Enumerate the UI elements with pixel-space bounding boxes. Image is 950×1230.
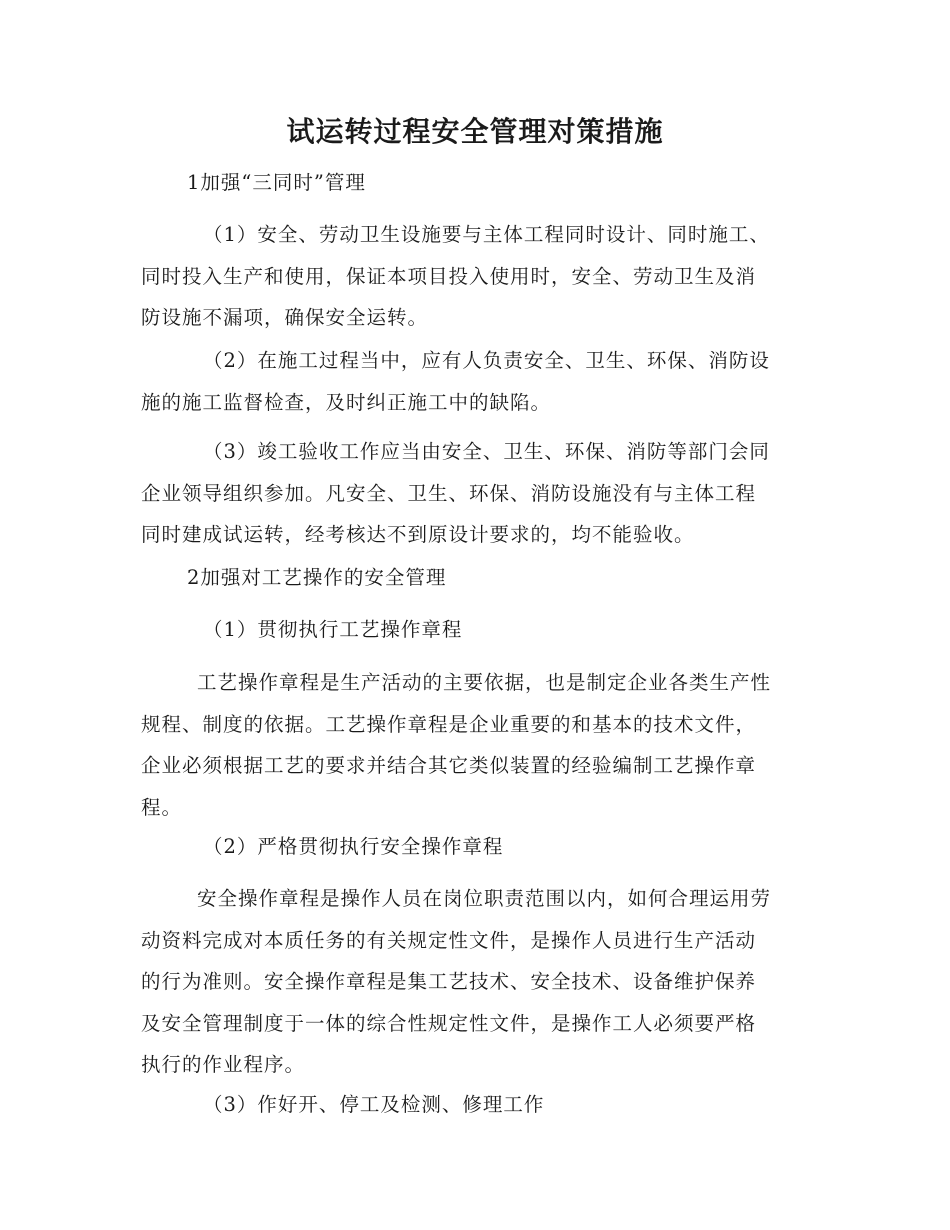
- subheading-text: （2）严格贯彻执行安全操作章程: [203, 835, 504, 858]
- section-1-heading: [141, 162, 809, 204]
- paragraph-2: [141, 340, 809, 423]
- subheading-text: （3）作好开、停工及检测、修理工作: [203, 1093, 545, 1116]
- paragraph-line: 执行的作业程序。: [141, 1053, 306, 1076]
- paragraph-line: 规程、制度的依据。工艺操作章程是企业重要的和基本的技术文件，: [141, 712, 757, 736]
- paragraph-line: 防设施不漏项，确保安全运转。: [141, 306, 429, 329]
- paragraph-line: （1）安全、劳动卫生设施要与主体工程同时设计、同时施工、: [203, 223, 770, 246]
- subheading-2: [141, 826, 809, 868]
- paragraph-line: 安全操作章程是操作人员在岗位职责范围以内，如何合理运用劳: [197, 887, 772, 910]
- paragraph-4: [141, 662, 809, 828]
- section-1-heading-text: 1加强“三同时”管理: [187, 171, 366, 194]
- paragraph-line: 程。: [141, 795, 183, 819]
- document-title: 试运转过程安全管理对策措施: [286, 115, 664, 148]
- section-2-heading-text: 2加强对工艺操作的安全管理: [187, 566, 447, 589]
- paragraph-line: 及安全管理制度于一体的综合性规定性文件，是操作工人必须要严格: [141, 1011, 757, 1035]
- paragraph-line: （3）竣工验收工作应当由安全、卫生、环保、消防等部门会同: [203, 440, 770, 463]
- paragraph-1: [141, 214, 809, 339]
- paragraph-line: 的行为准则。安全操作章程是集工艺技术、安全技术、设备维护保养: [141, 970, 757, 993]
- paragraph-line: 同时建成试运转，经考核达不到原设计要求的，均不能验收。: [141, 523, 695, 546]
- paragraph-line: （2）在施工过程当中，应有人负责安全、卫生、环保、消防设: [203, 349, 770, 372]
- subheading-1: [141, 609, 809, 651]
- paragraph-line: 企业领导组织参加。凡安全、卫生、环保、消防设施没有与主体工程: [141, 481, 757, 505]
- paragraph-3: [141, 431, 809, 556]
- paragraph-line: 企业必须根据工艺的要求并结合其它类似装置的经验编制工艺操作章: [141, 754, 757, 777]
- paragraph-line: 工艺操作章程是生产活动的主要依据，也是制定企业各类生产性: [197, 671, 772, 694]
- section-2-heading: [141, 557, 809, 599]
- paragraph-5: [141, 878, 809, 1086]
- paragraph-line: 施的施工监督检查，及时纠正施工中的缺陷。: [141, 390, 552, 414]
- subheading-3: [141, 1084, 809, 1126]
- paragraph-line: 动资料完成对本质任务的有关规定性文件，是操作人员进行生产活动: [141, 928, 757, 952]
- paragraph-line: 同时投入生产和使用，保证本项目投入使用时，安全、劳动卫生及消: [141, 264, 757, 288]
- subheading-text: （1）贯彻执行工艺操作章程: [203, 618, 463, 641]
